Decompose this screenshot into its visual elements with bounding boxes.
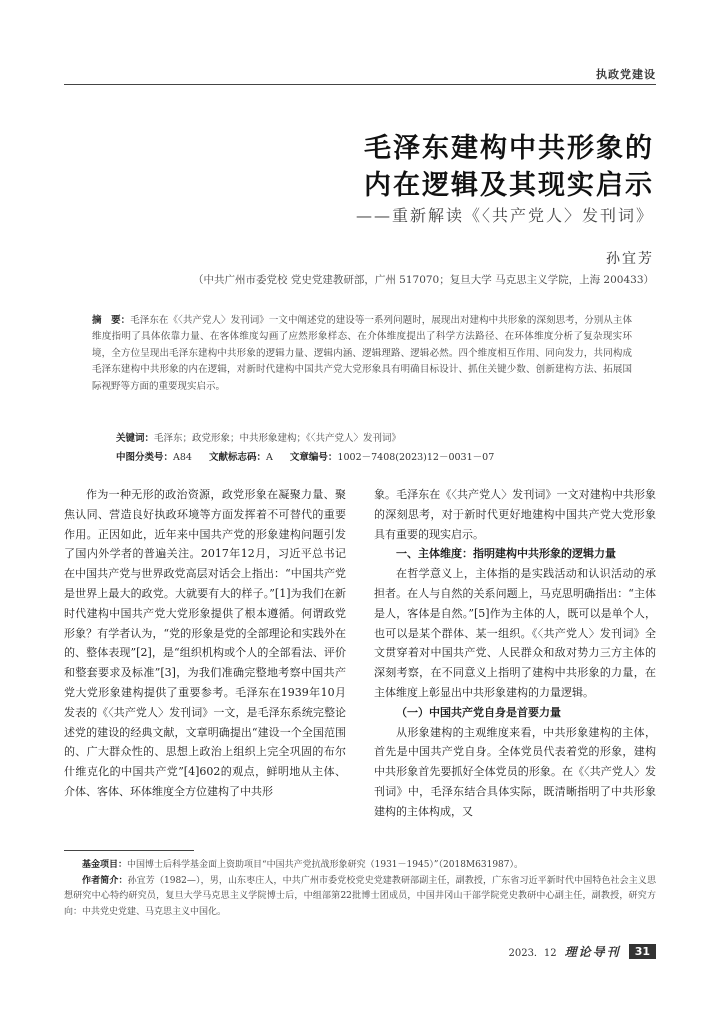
body-paragraph: 从形象建构的主观维度来看，中共形象建构的主体，首先是中国共产党自身。全体党员代表着党的形象，建构中共形象首先要抓好全体党员的形象。在《〈共产党人〉发刊词》中，毛泽东结合具体实际，既清晰指明了中共形象建构的主体构成，又 [374,725,656,818]
subsection-heading-1: （一）中国共产党自身是首要力量 [396,705,561,719]
keywords-text: 毛泽东；政党形象；中共形象建构；《〈共产党人〉发刊词》 [154,433,402,444]
title-line-2: 内在逻辑及其现实启示 [364,170,654,201]
article-title [364,130,654,204]
clc-value: A84 [173,452,192,463]
section-heading-1: 一、主体维度：指明建构中共形象的逻辑力量 [396,547,616,561]
article-number-value: 1002－7408(2023)12－0031－07 [337,452,495,463]
doc-code-value: A [266,452,273,463]
author-name: 孙宜芳 [606,251,654,267]
fund-label: 基金项目： [82,860,128,870]
keywords [116,430,401,444]
issue-date: 2023．12 [508,948,557,959]
article-subtitle: ——重新解读《〈共产党人〉发刊词》 [355,206,654,225]
footnote-rule [64,850,194,851]
clc-label: 中图分类号： [116,452,174,463]
footnotes [64,858,656,920]
journal-name: 理论导刊 [564,945,621,959]
header-rule [64,84,656,85]
fund-text: 中国博士后科学基金面上资助项目“中国共产党抗战形象研究（1931－1945）”（2018M631987）。 [127,860,524,870]
author-affiliation: （中共广州市委党校 党史党建教研部，广州 517070；复旦大学 马克思主义学院，上海 200433） [192,274,654,286]
body-column-right [374,485,656,822]
body-paragraph: 作为一种无形的政治资源，政党形象在凝聚力量、聚焦认同、营造良好执政环境等方面发挥着不可替代的重要作用。正因如此，近年来中国共产党的形象建构问题引发了国内外学者的普遍关注。2017年12月，习近平总书记在中国共产党与世界政党高层对话会上指出：“中国共产党是世界上最大的政党。大就要有大的样子。”[1]为我们在新时代建构中国共产党大党形象提供了根本遵循。何谓政党形象？有学者认为，“党的形象是党的全部理论和实践外在的、整体表现”[2]，是“组织机构或个人的全部看法、评价和整套要求及标准”[3]，为我们准确完整地考察中国共产党大党形象建构提供了重要参考。毛泽东在1939年10月发表的《〈共产党人〉发刊词》一文，是毛泽东系统完整论述党的建设的经典文献，文章明确提出“建设一个全国范围的、广大群众性的、思想上政治上组织上完全巩固的布尔什维克化的中国共产党”[4]602的观点，鲜明地从主体、介体、客体、环体维度全方位建构了中共形 [64,488,346,798]
article-number-label: 文章编号： [289,452,338,463]
page-number: 31 [629,944,656,959]
bio-text: 孙宜芳（1982—），男，山东枣庄人，中共广州市委党校党史党建教研部副主任，副教授，广东省习近平新时代中国特色社会主义思想研究中心特约研究员，复旦大学马克思主义学院博士后，中组部第22批博士团成员，中国井冈山干部学院党史教研中心副主任，副教授，研究方向：中共党史党建、马克思主义中国化。 [64,875,656,917]
body-column-left [64,485,346,802]
abstract [92,313,632,395]
page-footer [508,943,656,960]
abstract-label: 摘 要： [92,315,131,326]
doc-code-label: 文献标志码： [209,452,267,463]
body-paragraph: 在哲学意义上，主体指的是实践活动和认识活动的承担者。在人与自然的关系问题上，马克思明确指出：“主体是人，客体是自然。”[5]作为主体的人，既可以是单个人，也可以是某个群体、某一组织。《〈共产党人〉发刊词》全文贯穿着对中国共产党、人民群众和敌对势力三方主体的深刻考察，在不同意义上指明了建构中共形象的力量，在主体维度上彰显出中共形象建构的力量逻辑。 [374,567,656,699]
title-line-1: 毛泽东建构中共形象的 [364,133,654,164]
body-paragraph: 象。毛泽东在《〈共产党人〉发刊词》一文对建构中共形象的深刻思考，对于新时代更好地建构中国共产党大党形象具有重要的现实启示。 [374,488,656,541]
keywords-label: 关键词： [116,433,155,444]
running-head: 执政党建设 [596,68,656,81]
classification-line [116,449,508,463]
bio-label: 作者简介： [82,875,128,886]
fund-note [64,858,656,874]
author-bio [64,874,656,921]
abstract-text: 毛泽东在《〈共产党人〉发刊词》一文中阐述党的建设等一系列问题时，展现出对建构中共形象的深刻思考，分别从主体维度指明了具体依靠力量、在客体维度勾画了应然形象样态、在介体维度提出了科学方法路径、在环体维度分析了复杂现实环境，全方位呈现出毛泽东建构中共形象的逻辑力量、逻辑内涵、逻辑理路、逻辑必然。四个维度相互作用、同向发力，共同构成毛泽东建构中共形象的内在逻辑，对新时代建构中国共产党大党形象具有明确目标设计、抓住关键少数、创新建构方法、拓展国际视野等方面的重要现实启示。 [92,315,632,392]
